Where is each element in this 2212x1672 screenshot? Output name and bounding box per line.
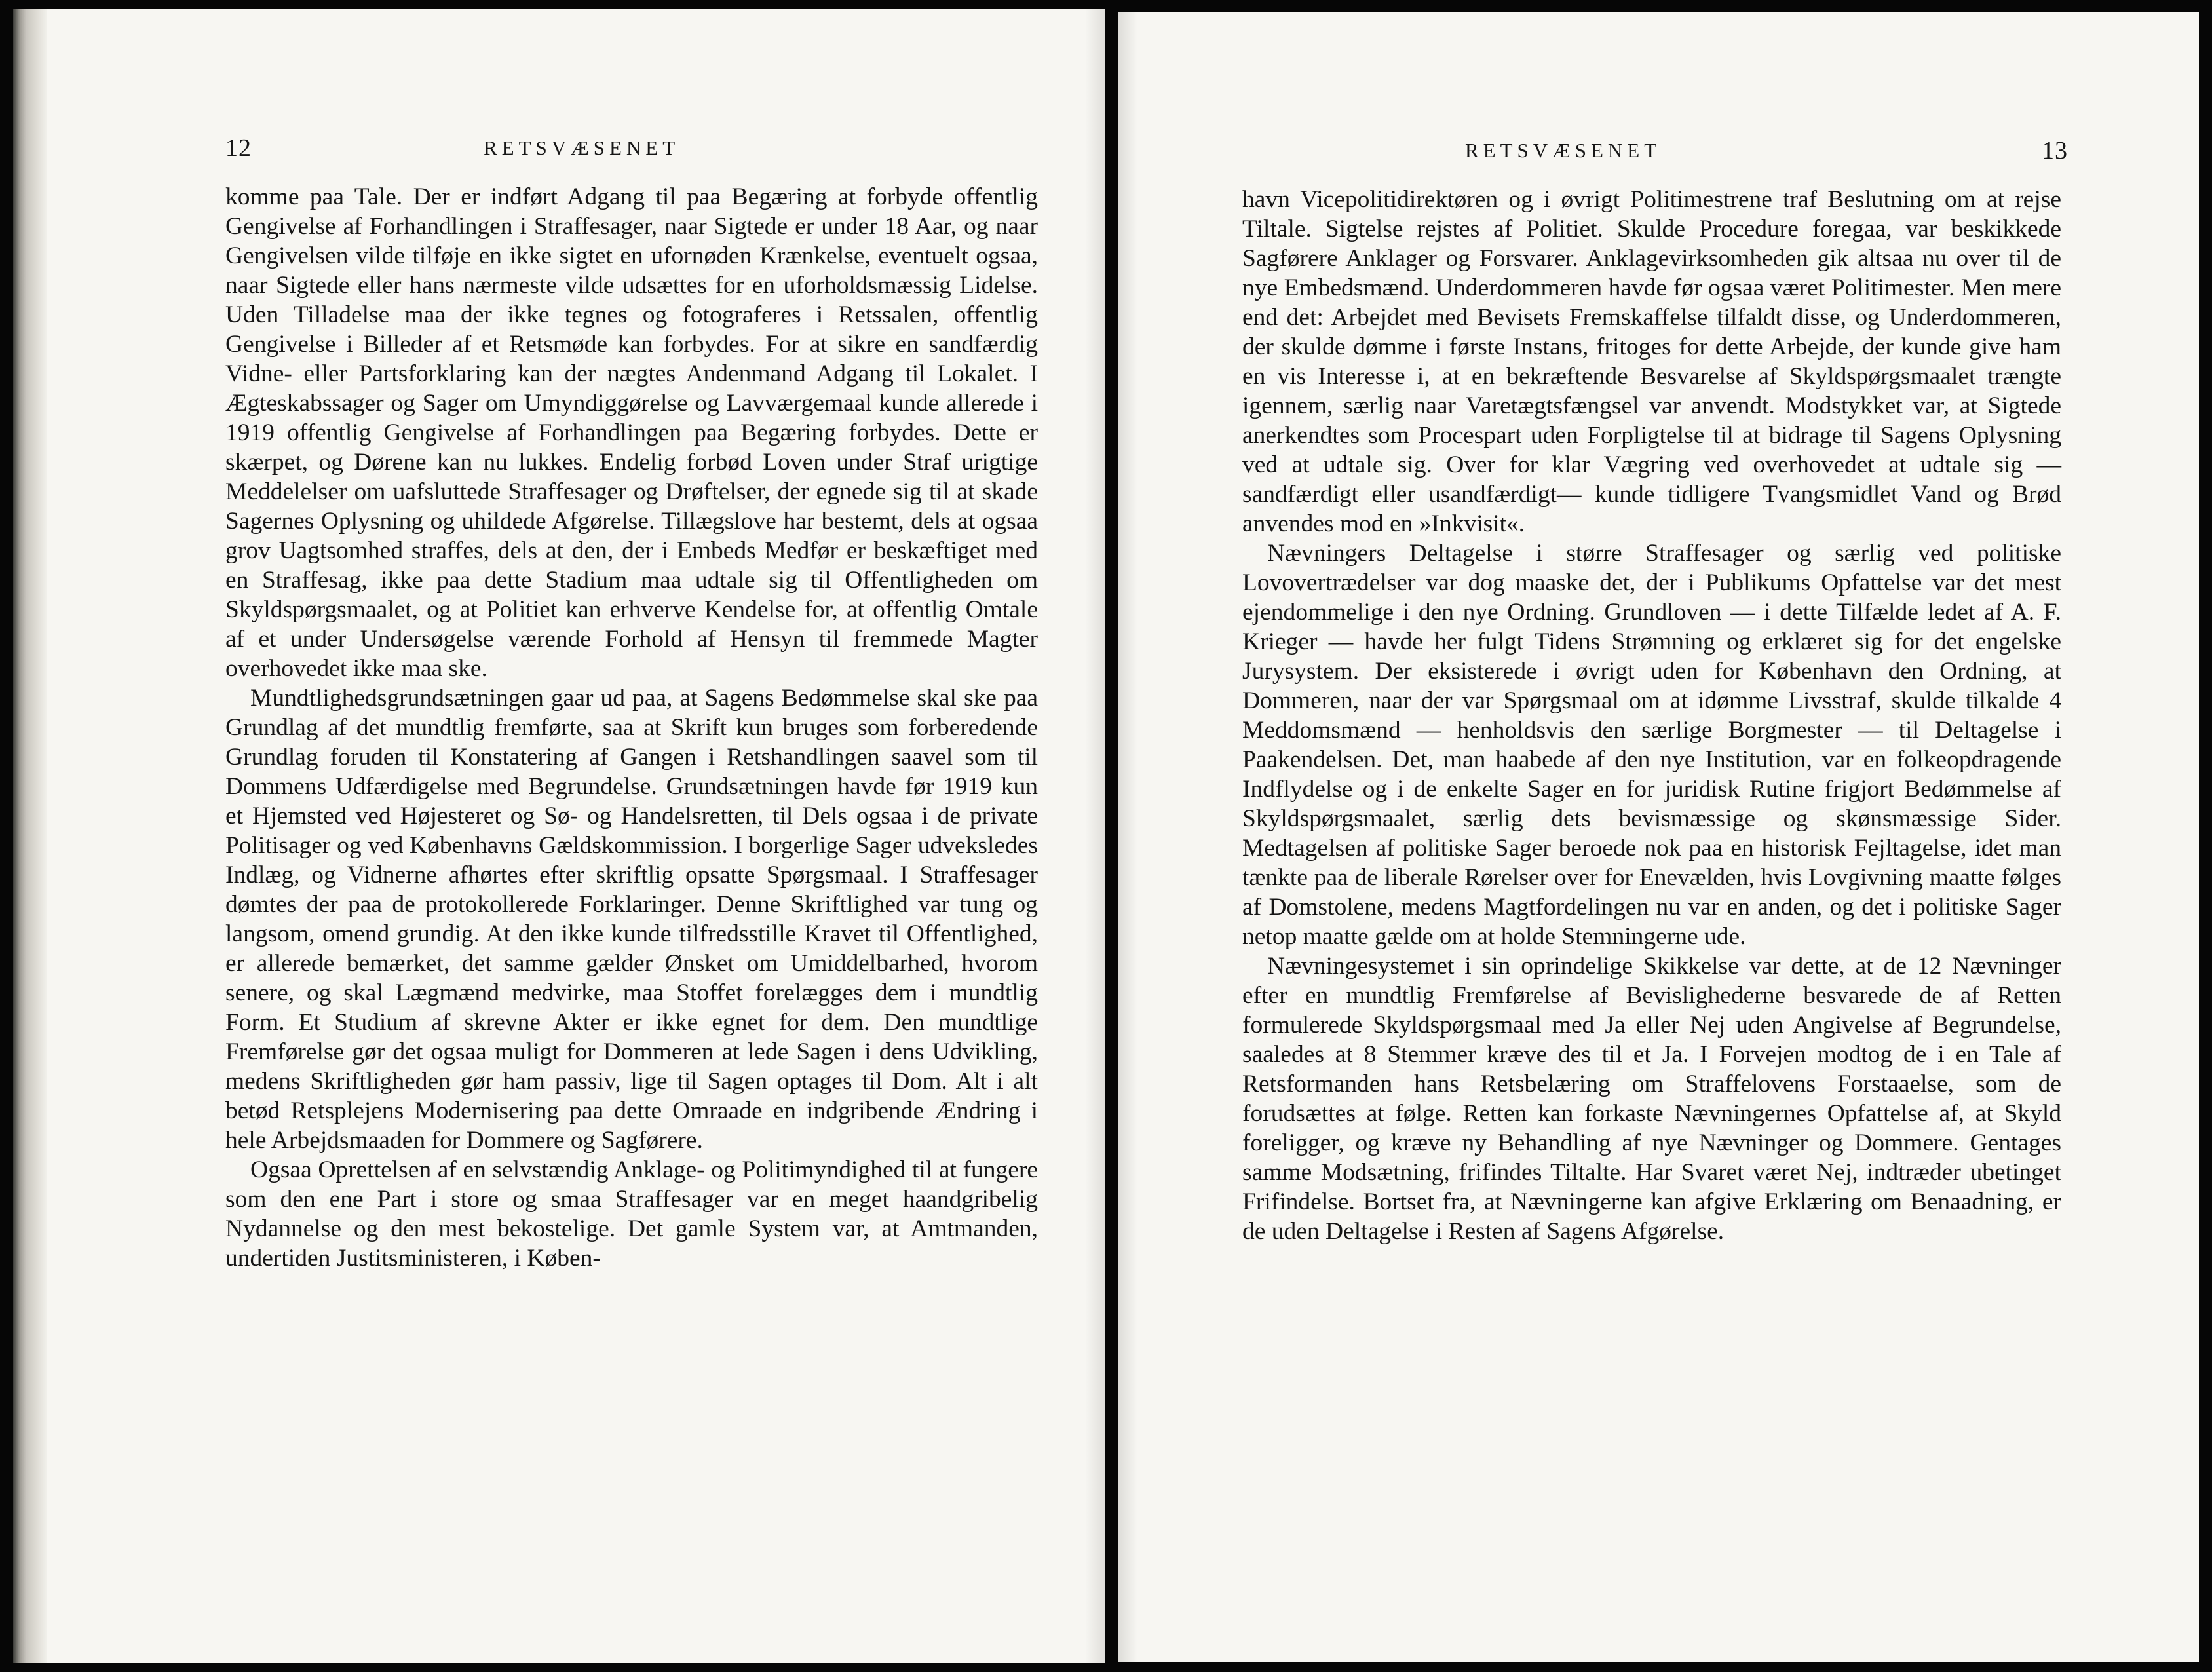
page-number: 13 [2042, 137, 2068, 164]
left-page [13, 9, 1105, 1663]
running-head [1118, 130, 2199, 172]
paragraph: havn Vicepolitidirektøren og i øvrigt Politimestrene traf Beslutning om at rejse Tiltale. Sigtelse rejstes af Politiet. Skulde Procedure foregaa, var beskikkede Sagførere Anklager og Forsvarer. Anklagevirksomheden gik altsaa nu over til de nye Embedsmænd. Underdommeren havde før ogsaa været Politimester. Men mere end det: Arbejdet med Bevisets Fremskaffelse tilfaldt disse, og Underdommeren, der skulde dømme i første Instans, fritoges for dette Arbejde, der kunde give ham en vis Interesse i, at en bekræftende Besvarelse af Skyldspørgsmaalet trængte igennem, særlig naar Varetægtsfængsel var anvendt. Modstykket var, at Sigtede anerkendtes som Procespart uden Forpligtelse til at bidrage til Sagens Oplysning ved at udtale sig. Over for klar Vægring ved overhovedet at udtale sig — sandfærdigt eller usandfærdigt— kunde tidligere Tvangsmidlet Vand og Brød anvendes mod en »Inkvisit«. [1242, 186, 2061, 537]
paragraph: Nævningesystemet i sin oprindelige Skikkelse var dette, at de 12 Nævninger efter en mundtlig Fremførelse af Bevislighederne besvarede de af Retten formulerede Skyldspørgsmaal med Ja eller Nej uden Angivelse af Begrundelse, saaledes at 8 Stemmer kræve des til et Ja. I Forvejen modtog de i en Tale af Retsformanden hans Retsbelæring om Straffelovens Forstaaelse, som de forudsættes at følge. Retten kan forkaste Nævningernes Opfattelse af, at Skyld foreligger, og kræve ny Behandling af nye Nævninger og Dommere. Gentages samme Modsætning, frifindes Tiltalte. Har Svaret været Nej, indtræder ubetinget Frifindelse. Bortset fra, at Nævningerne kan afgive Erklæring om Benaadning, er de uden Deltagelse i Resten af Sagens Afgørelse. [1242, 953, 2061, 1245]
running-head-title: RETSVÆSENET [484, 136, 680, 159]
paragraph: Ogsaa Oprettelsen af en selvstændig Anklage- og Politimyndighed til at fungere som den ene Part i store og smaa Straffesager var en meget haandgribelig Nydannelse og den mest bekostelige. Det gamle System var, at Amtmanden, undertiden Justitsministeren, i Køben- [225, 1156, 1038, 1272]
paragraph: Mundtlighedsgrundsætningen gaar ud paa, at Sagens Bedømmelse skal ske paa Grundlag af det mundtlig fremførte, saa at Skrift kun bruges som forberedende Grundlag foruden til Konstatering af Gangen i Retshandlingen saavel som til Dommens Udfærdigelse med Begrundelse. Grundsætningen havde før 1919 kun et Hjemsted ved Højesteret og Sø- og Handelsretten, til Dels ogsaa i de private Politisager og ved Københavns Gældskommission. I borgerlige Sager udveksledes Indlæg, og Vidnerne afhørtes efter skriftlig opsatte Spørgsmaal. I Straffesager dømtes der paa de protokollerede Forklaringer. Denne Skriftlighed var tung og langsom, omend grundig. At den ikke kunde tilfredsstille Kravet til Offentlighed, er allerede bemærket, det samme gælder Ønsket om Umiddelbarhed, hvorom senere, og skal Lægmænd medvirke, maa Stoffet forelægges dem i mundtlig Form. Et Studium af skrevne Akter er ikke egnet for dem. Den mundtlige Fremførelse gør det ogsaa muligt for Dommeren at lede Sagen i dens Udvikling, medens Skriftligheden gør ham passiv, lige til Sagen optages til Dom. Alt i alt betød Retsplejens Modernisering paa dette Omraade en indgribende Ændring i hele Arbejdsmaaden for Dommere og Sagførere. [225, 685, 1038, 1154]
running-head [13, 127, 1105, 169]
gutter-shadow [1118, 12, 1137, 1662]
paragraph: komme paa Tale. Der er indført Adgang til paa Begæring at forbyde offentlig Gengivelse af Forhandlingen i Straffesager, naar Sigtede er under 18 Aar, og naar Gengivelsen vilde tilføje en ikke sigtet en ufornøden Krænkelse, eventuelt ogsaa, naar Sigtede eller hans nærmeste vilde udsættes for en uforholdsmæssig Lidelse. Uden Tilladelse maa der ikke tegnes og fotograferes i Retssalen, offentlig Gengivelse i Billeder af et Retsmøde kan forbydes. For at sikre en sandfærdig Vidne- eller Partsforklaring kan der nægtes Andenmand Adgang til Lokalet. I Ægteskabssager og Sager om Umyndiggørelse og Lavværgemaal kunde allerede i 1919 offentlig Gengivelse af Forhandlingen paa Begæring forbydes. Dette er skærpet, og Dørene kan nu lukkes. Endelig forbød Loven under Straf urigtige Meddelelser om uafsluttede Straffesager og Drøftelser, der egnede sig til at skade Sagernes Oplysning og uhildede Afgørelse. Tillægslove har bestemt, dels at ogsaa grov Uagtsomhed straffes, dels at den, der i Embeds Medfør er beskæftiget med en Straffesag, ikke paa dette Stadium maa udtale sig til Offentligheden om Skyldspørgsmaalet, og at Politiet kan erhverve Kendelse for, at offentlig Omtale af et under Undersøgelse værende Forhold af Hensyn til fremmede Magter overhovedet ikke maa ske. [225, 183, 1038, 682]
gutter-shadow [1085, 9, 1105, 1663]
right-page [1118, 12, 2199, 1662]
body-text [1242, 185, 2061, 1246]
book-binding-edge [13, 9, 47, 1663]
body-text [225, 182, 1038, 1273]
running-head-title: RETSVÆSENET [1465, 139, 1662, 162]
paragraph: Nævningers Deltagelse i større Straffesager og særlig ved politiske Lovovertrædelser var dog maaske det, der i Publikums Opfattelse var det mest ejendommelige i den nye Ordning. Grundloven — i dette Tilfælde ledet af A. F. Krieger — havde her fulgt Tidens Strømning og erklæret sig for det engelske Jurysystem. Der eksisterede i øvrigt uden for København den Ordning, at Dommeren, naar der var Spørgsmaal om at idømme Livsstraf, skulde tilkalde 4 Meddomsmænd — henholdsvis den særlige Borgmester — til Deltagelse i Paakendelsen. Det, man haabede af den nye Institution, var en folkeopdragende Indflydelse og i de enkelte Sager en for juridisk Rutine frigjort Bedømmelse af Skyldspørgsmaalet, særlig dets bevismæssige og skønsmæssige Sider. Medtagelsen af politiske Sager beroede nok paa en historisk Fejltagelse, idet man tænkte paa de liberale Rørelser over for Enevælden, hvis Lovgivning maatte følges af Domstolene, medens Magtfordelingen nu var en anden, og det i politiske Sager netop maatte gælde om at holde Stemningerne ude. [1242, 540, 2061, 950]
page-number: 12 [225, 134, 252, 162]
